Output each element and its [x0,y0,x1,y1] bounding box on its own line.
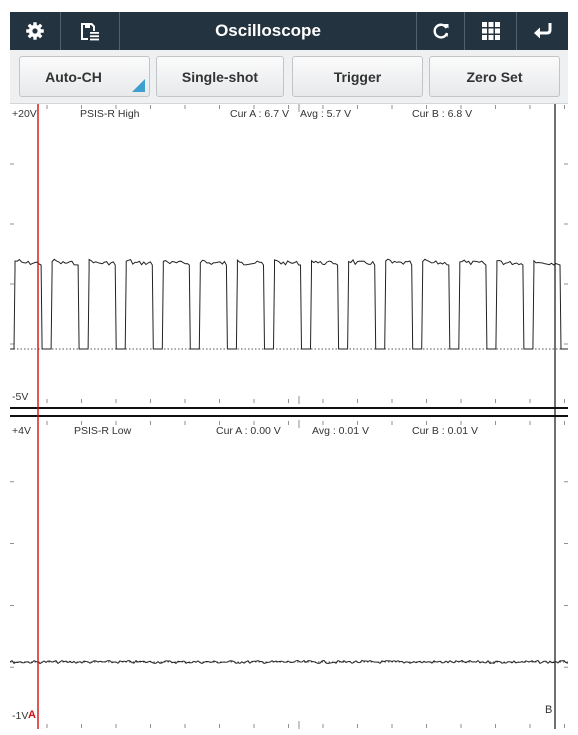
ch1-min-label: -5V [12,391,29,403]
refresh-button[interactable] [417,12,464,50]
back-icon [532,21,554,41]
ch1-max-label: +20V [12,108,37,120]
single-shot-button[interactable] [156,56,284,97]
grid-icon [482,22,500,40]
save-settings-icon [79,20,101,42]
gear-icon [25,21,45,41]
ch2-min-label: -1V [12,710,29,722]
cursor-a-label[interactable]: A [28,709,36,721]
zero-set-button[interactable] [429,56,560,97]
ch1-avg: Avg : 5.7 V [300,108,352,120]
ch2-cur-a: Cur A : 0.00 V [216,425,281,437]
cursor-b-label[interactable]: B [545,704,553,716]
ch1-waveform [10,259,568,349]
ch2-max-label: +4V [12,425,31,437]
ch1-name: PSIS-R High [80,108,140,120]
save-button[interactable] [61,12,119,50]
ch2-cur-b: Cur B : 0.01 V [412,425,478,437]
trigger-button[interactable] [292,56,423,97]
settings-button[interactable] [10,12,60,50]
auto-ch-button[interactable] [19,56,150,97]
mode-toolbar [10,50,568,104]
ch2-avg: Avg : 0.01 V [312,425,370,437]
single-shot-label: Single-shot [181,68,259,85]
back-button[interactable] [517,12,568,50]
ch2-name: PSIS-R Low [74,425,132,437]
auto-ch-label: Auto-CH [45,68,102,85]
page-title: Oscilloscope [215,21,321,40]
dropdown-corner-icon [132,79,145,92]
zero-set-label: Zero Set [466,68,523,85]
ch1-cur-a: Cur A : 6.7 V [230,108,289,120]
grid-view-button[interactable] [465,12,516,50]
refresh-icon [431,21,451,41]
ch1-cur-b: Cur B : 6.8 V [412,108,473,120]
ch2-waveform [10,661,568,664]
waveform-canvas[interactable] [10,104,568,729]
title-bar [10,12,568,50]
trigger-label: Trigger [333,68,382,85]
scope-display[interactable] [10,104,568,729]
